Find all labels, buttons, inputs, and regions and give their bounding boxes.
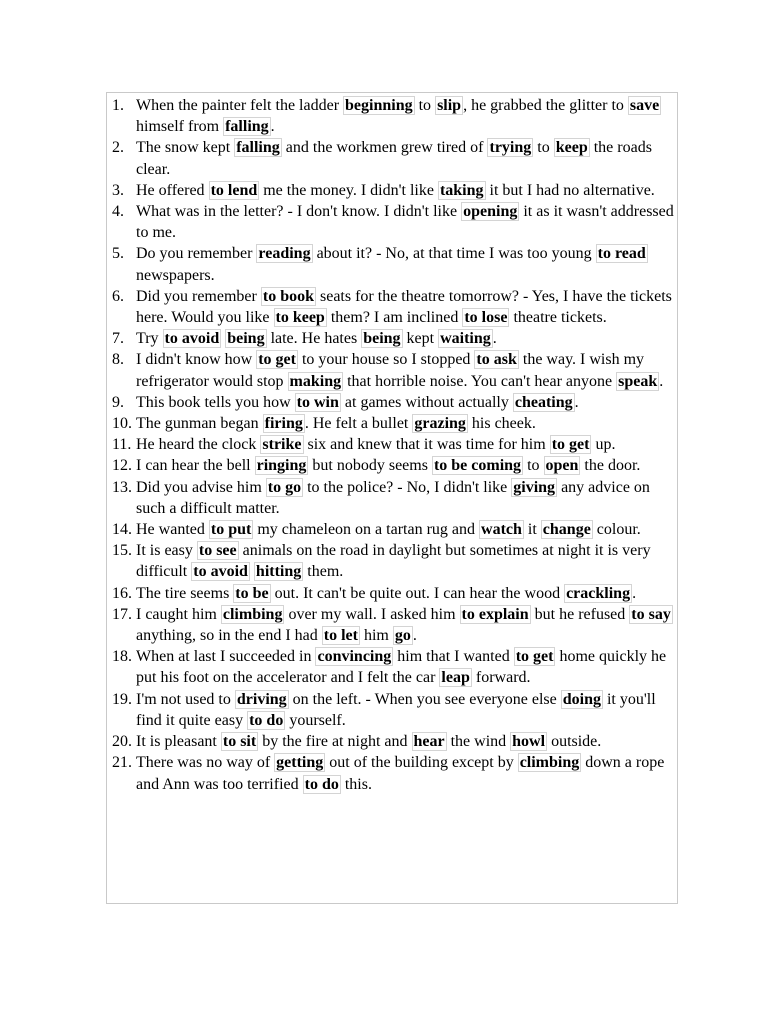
sentence-text: It is pleasant <box>136 733 221 751</box>
item-number: 6. <box>112 287 124 305</box>
item-number: 10. <box>112 415 132 433</box>
item-number: 13. <box>112 478 132 496</box>
sentence-text: the wind <box>446 733 511 751</box>
answer-verb: convincing <box>317 648 392 666</box>
sentence-text: late. He hates <box>266 330 362 348</box>
answer-verb: to explain <box>461 605 529 623</box>
sentence-text: him that I wanted <box>393 648 514 666</box>
item-sentence <box>136 287 672 327</box>
exercise-item <box>107 434 677 455</box>
answer-verb: crackling <box>566 584 631 602</box>
answer-verb: speak <box>618 372 658 390</box>
sentence-text: . <box>574 393 579 411</box>
answer-verb: to lend <box>210 181 258 199</box>
answer-verb: falling <box>236 139 280 157</box>
sentence-text: I didn't know how <box>136 351 257 369</box>
answer-verb: grazing <box>414 415 466 433</box>
sentence-text: to the police? - No, I didn't like <box>303 478 512 496</box>
item-number: 5. <box>112 245 124 263</box>
exercise-item <box>107 95 677 137</box>
answer-verb: to book <box>262 287 314 305</box>
sentence-text: over my wall. I asked him <box>284 605 460 623</box>
answer-verb: to say <box>631 605 671 623</box>
sentence-text: out. It can't be quite out. I can hear the wood <box>270 584 565 602</box>
sentence-text: but he refused <box>530 605 630 623</box>
sentence-text: . <box>412 627 417 645</box>
item-number: 16. <box>112 584 132 602</box>
item-sentence <box>136 96 661 136</box>
sentence-text: that horrible noise. You can't hear anyone <box>343 372 617 390</box>
item-sentence <box>136 202 674 241</box>
sentence-text: and the workmen grew tired of <box>281 139 488 157</box>
sentence-text: at games without actually <box>340 393 513 411</box>
sentence-text: I caught him <box>136 605 221 623</box>
sentence-text: . <box>492 330 497 348</box>
sentence-text: to <box>414 97 436 114</box>
answer-verb: giving <box>513 478 556 496</box>
sentence-text: colour. <box>592 521 641 539</box>
exercise-item <box>107 477 677 519</box>
sentence-text: . <box>270 118 275 136</box>
answer-verb: to let <box>323 627 358 645</box>
answer-verb: hear <box>413 733 445 751</box>
exercise-item <box>107 392 677 413</box>
exercise-item <box>107 689 677 731</box>
sentence-text: theatre tickets. <box>509 309 607 327</box>
sentence-text: himself from <box>136 118 224 136</box>
sentence-text: . <box>632 584 637 602</box>
sentence-text: He heard the clock <box>136 436 261 454</box>
answer-verb: to be <box>235 584 269 602</box>
sentence-text: animals on the road in daylight but sometimes at night it is very difficult <box>136 542 651 581</box>
answer-verb: to read <box>597 245 646 263</box>
answer-verb: to get <box>551 436 590 454</box>
sentence-text: down a rope and Ann was too terrified <box>136 754 665 793</box>
sentence-text: the roads clear. <box>136 139 652 178</box>
sentence-text: I can hear the bell <box>136 457 255 475</box>
item-sentence <box>136 690 656 730</box>
exercise-list <box>107 95 677 795</box>
exercise-item <box>107 519 677 540</box>
item-sentence <box>136 181 655 200</box>
item-number: 1. <box>112 97 124 114</box>
item-sentence <box>136 393 579 412</box>
item-sentence <box>136 541 651 581</box>
sentence-text: any advice on such a difficult matter. <box>136 478 650 517</box>
sentence-text: six and knew that it was time for him <box>303 436 550 454</box>
answer-verb: ringing <box>256 457 307 475</box>
sentence-text: The snow kept <box>136 139 235 157</box>
answer-verb: doing <box>562 690 601 708</box>
item-sentence <box>136 584 636 603</box>
answer-verb: to be coming <box>433 457 522 475</box>
item-sentence <box>136 244 648 283</box>
sentence-text: yourself. <box>285 711 346 729</box>
answer-verb: keep <box>555 139 588 157</box>
answer-verb: reading <box>258 245 311 263</box>
item-number: 9. <box>112 393 124 411</box>
sentence-text: the way. I wish my refrigerator would stop <box>136 351 645 390</box>
item-number: 15. <box>112 542 132 560</box>
answer-verb: climbing <box>519 754 580 772</box>
exercise-item <box>107 731 677 752</box>
item-sentence <box>136 435 615 454</box>
sentence-text: This book tells you how <box>136 393 295 411</box>
answer-verb: to get <box>258 351 296 369</box>
item-sentence <box>136 605 673 645</box>
item-sentence <box>136 647 666 687</box>
exercise-item <box>107 646 677 688</box>
sentence-text: I'm not used to <box>136 690 235 708</box>
sentence-text: When at last I succeeded in <box>136 648 316 666</box>
answer-verb: watch <box>481 521 522 539</box>
sentence-text: There was no way of <box>136 754 275 772</box>
answer-verb: to put <box>210 521 252 539</box>
answer-verb: to ask <box>476 351 517 369</box>
answer-verb: go <box>394 627 411 645</box>
answer-verb: firing <box>264 415 303 433</box>
answer-verb: to lose <box>464 309 508 327</box>
sentence-text: him <box>359 627 393 645</box>
exercise-item <box>107 137 677 179</box>
sentence-text: by the fire at night and <box>258 733 412 751</box>
answer-verb: to get <box>515 648 554 666</box>
exercise-item <box>107 180 677 201</box>
sentence-text: on the left. - When you see everyone else <box>288 690 561 708</box>
sentence-text: Did you remember <box>136 287 261 305</box>
sentence-text: to <box>533 139 554 157</box>
answer-verb: hitting <box>255 563 302 581</box>
answer-verb: to avoid <box>164 330 220 348</box>
answer-verb: slip <box>437 97 462 114</box>
sentence-text: my chameleon on a tartan rug and <box>253 521 480 539</box>
sentence-text: me the money. I didn't like <box>259 181 438 199</box>
sentence-text: Try <box>136 330 163 348</box>
item-number: 3. <box>112 181 124 199</box>
sentence-text: out of the building except by <box>325 754 518 772</box>
item-sentence <box>136 478 650 517</box>
sentence-text: kept <box>402 330 439 348</box>
answer-verb: to keep <box>275 309 325 327</box>
sentence-text: . <box>659 372 664 390</box>
answer-verb: driving <box>236 690 287 708</box>
item-number: 4. <box>112 203 124 221</box>
answer-verb: climbing <box>222 605 283 623</box>
sentence-text: but nobody seems <box>308 457 432 475</box>
sentence-text: , he grabbed the glitter to <box>463 97 628 114</box>
item-sentence <box>136 520 641 539</box>
exercise-item <box>107 201 677 243</box>
answer-verb: to win <box>296 393 339 411</box>
sentence-text: to <box>523 457 544 475</box>
answer-verb: opening <box>463 203 518 221</box>
sentence-text: outside. <box>547 733 602 751</box>
answer-verb: trying <box>489 139 532 157</box>
answer-verb: waiting <box>440 330 491 348</box>
sentence-text: it <box>523 521 541 539</box>
answer-verb: getting <box>276 754 324 772</box>
answer-verb: to do <box>304 775 339 793</box>
item-sentence <box>136 456 640 475</box>
sentence-text: forward. <box>471 669 531 687</box>
answer-verb: change <box>542 521 591 539</box>
sentence-text: them? I am inclined <box>326 309 463 327</box>
sentence-text: He offered <box>136 181 209 199</box>
answer-verb: to go <box>267 478 302 496</box>
sentence-text: The tire seems <box>136 584 234 602</box>
item-number: 21. <box>112 754 132 772</box>
item-number: 18. <box>112 648 132 666</box>
sentence-text: to your house so I stopped <box>297 351 475 369</box>
sentence-text: about it? - No, at that time I was too young <box>312 245 596 263</box>
exercise-item <box>107 286 677 328</box>
answer-verb: howl <box>512 733 546 751</box>
sentence-text: it but I had no alternative. <box>485 181 655 199</box>
item-sentence <box>136 732 601 751</box>
answer-verb: cheating <box>514 393 573 411</box>
answer-verb: beginning <box>345 97 413 114</box>
sentence-text: Did you advise him <box>136 478 266 496</box>
exercise-item <box>107 583 677 604</box>
exercise-item <box>107 328 677 349</box>
sentence-text: When the painter felt the ladder <box>136 97 344 114</box>
sentence-text: newspapers. <box>136 266 215 284</box>
answer-verb: taking <box>439 181 484 199</box>
sentence-text: up. <box>591 436 616 454</box>
answer-verb: open <box>545 457 579 475</box>
exercise-item <box>107 540 677 582</box>
sentence-text: it you'll find it quite easy <box>136 690 656 729</box>
item-number: 20. <box>112 733 132 751</box>
item-number: 17. <box>112 605 132 623</box>
sentence-text: seats for the theatre tomorrow? - Yes, I have the tickets here. Would you like <box>136 287 672 327</box>
sentence-text: Do you remember <box>136 245 257 263</box>
answer-verb: leap <box>441 669 470 687</box>
answer-verb: being <box>363 330 401 348</box>
answer-verb: falling <box>225 118 269 136</box>
exercise-item <box>107 752 677 794</box>
item-sentence <box>136 414 536 433</box>
answer-verb: making <box>289 372 342 390</box>
exercise-item <box>107 243 677 285</box>
sentence-text: home quickly he put his foot on the accelerator and I felt the car <box>136 648 667 687</box>
sentence-text: them. <box>303 563 344 581</box>
item-number: 12. <box>112 457 132 475</box>
item-number: 11. <box>112 436 132 454</box>
item-number: 19. <box>112 690 132 708</box>
exercise-item <box>107 604 677 646</box>
answer-verb: to sit <box>222 733 257 751</box>
sentence-text: He wanted <box>136 521 209 539</box>
answer-verb: being <box>227 330 265 348</box>
answer-verb: to see <box>198 542 237 560</box>
item-sentence <box>136 753 664 793</box>
sentence-text: What was in the letter? - I don't know. I didn't like <box>136 203 462 221</box>
sentence-text: The gunman began <box>136 415 263 433</box>
answer-verb: save <box>629 97 660 114</box>
exercise-item <box>107 349 677 391</box>
answer-verb: to do <box>249 711 284 729</box>
sentence-text: It is easy <box>136 542 197 560</box>
item-sentence <box>136 138 652 177</box>
item-sentence <box>136 350 663 390</box>
exercise-item <box>107 413 677 434</box>
item-number: 14. <box>112 521 132 539</box>
exercise-item <box>107 455 677 476</box>
sentence-text: his cheek. <box>467 415 536 433</box>
sentence-text: anything, so in the end I had <box>136 627 322 645</box>
item-number: 7. <box>112 330 124 348</box>
item-number: 2. <box>112 139 124 157</box>
sentence-text: the door. <box>580 457 641 475</box>
sentence-text: this. <box>340 775 372 793</box>
sentence-text: it as it wasn't addressed to me. <box>136 203 674 242</box>
item-number: 8. <box>112 351 124 369</box>
item-sentence <box>136 329 497 348</box>
sentence-text: . He felt a bullet <box>304 415 413 433</box>
answer-verb: strike <box>262 436 302 454</box>
answer-verb: to avoid <box>193 563 248 581</box>
